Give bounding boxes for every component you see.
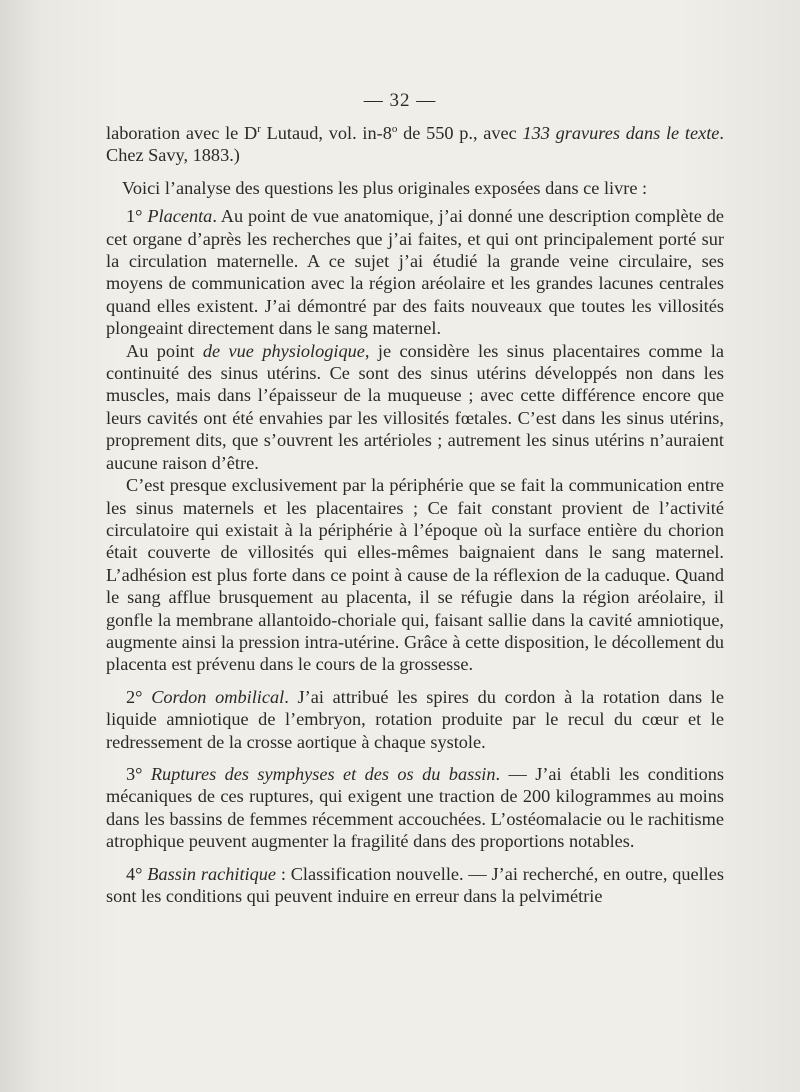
s1-p2b: , je considère les sinus placentaires comme la continuité des sinus utérins. Ce sont des sinus utérins développés non dans les muscles, mais dans l’épaisseur de la muqueuse ; avec cette différence encore que leurs cavités ont été envahies par les villosités fœtales. C’est dans les sinus utérins, proprement dits, que s’ouvrent les artérioles ; autrement les sinus utérins n’auraient aucune raison d’être. (106, 340, 724, 473)
continuation-paragraph (106, 122, 724, 167)
s2-num: 2° (126, 686, 152, 707)
section-4-paragraph (106, 863, 724, 908)
cont-sup2: o (391, 122, 398, 135)
body-text (106, 122, 724, 907)
s4-text: : Classification nouvelle. — J’ai recherché, en outre, quelles sont les conditions qui peuvent induire en erreur dans la pelvimétrie (106, 863, 724, 906)
section-3-paragraph (106, 763, 724, 853)
s4-title: Bassin rachitique (147, 863, 277, 884)
page-number: — 32 — (363, 90, 437, 111)
cont-part1: laboration avec le D (106, 123, 258, 143)
s3-num: 3° (126, 763, 151, 784)
s1-text: . Au point de vue anatomique, j’ai donné une description complète de cet organe d’après les recherches que j’ai faites, et qui ont principalement porté sur la circulation maternelle. A ce sujet j’ai étudié la grande veine circulaire, ses moyens de communication avec la région aréolaire et les grandes lacunes centrales quand elles existent. J’ai démontré par des faits nouveaux que toutes les villosités plongeaint directement dans le sang maternel. (106, 206, 724, 339)
s1-p2a: Au point (126, 340, 203, 361)
s3-title: Ruptures des symphyses et des os du bassin (150, 763, 496, 784)
s1-p2i: de vue physiologique (202, 340, 365, 361)
cont-italic: 133 gravures dans le texte (522, 123, 720, 143)
s4-num: 4° (126, 863, 148, 884)
section-1-paragraph-2 (106, 340, 724, 474)
cont-part4: . Chez Savy, 1883.) (106, 123, 724, 166)
cont-part3: de 550 p., avec (397, 123, 523, 143)
cont-part2: Lutaud, vol. in-8 (260, 123, 392, 143)
cont-sup1: r (257, 122, 261, 135)
s2-title: Cordon ombilical (151, 686, 285, 707)
section-2-paragraph (106, 686, 724, 753)
intro-paragraph: Voici l’analyse des questions les plus originales exposées dans ce livre : (122, 177, 648, 198)
s1-num: 1° (126, 206, 148, 227)
section-1-paragraph (106, 205, 724, 339)
section-1-paragraph-3: C’est presque exclusivement par la périphérie que se fait la communication entre les sinus maternels et les placentaires ; Ce fait constant provient de l’activité circulatoire qui existait à la périphérie à l’époque où la surface entière du chorion était couverte de villosités qui elles-mêmes baignaient dans le sang maternel. L’adhésion est plus forte dans ce point à cause de la réflexion de la caduque. Quand le sang afflue brusquement au placenta, il se réfugie dans la région aréolaire, il gonfle la membrane allantoido-choriale qui, faisant sallie dans la cavité amniotique, augmente ainsi la pression intra-utérine. Grâce à cette disposition, le décollement du placenta est prévenu dans le cours de la grossesse. (106, 475, 724, 675)
s2-text: . J’ai attribué les spires du cordon à la rotation dans le liquide amniotique de l’embryon, rotation produite par le recul du cœur et le redressement de la crosse aortique à chaque systole. (106, 686, 725, 752)
s3-text: . — J’ai établi les conditions mécaniques de ces ruptures, qui exigent une traction de 200 kilogrammes au moins dans les bassins de femmes récemment accouchées. L’ostéomalacie ou le rachitisme atrophique peuvent augmenter la fragilité dans des proportions notables. (106, 763, 724, 852)
s1-title: Placenta (147, 206, 213, 227)
